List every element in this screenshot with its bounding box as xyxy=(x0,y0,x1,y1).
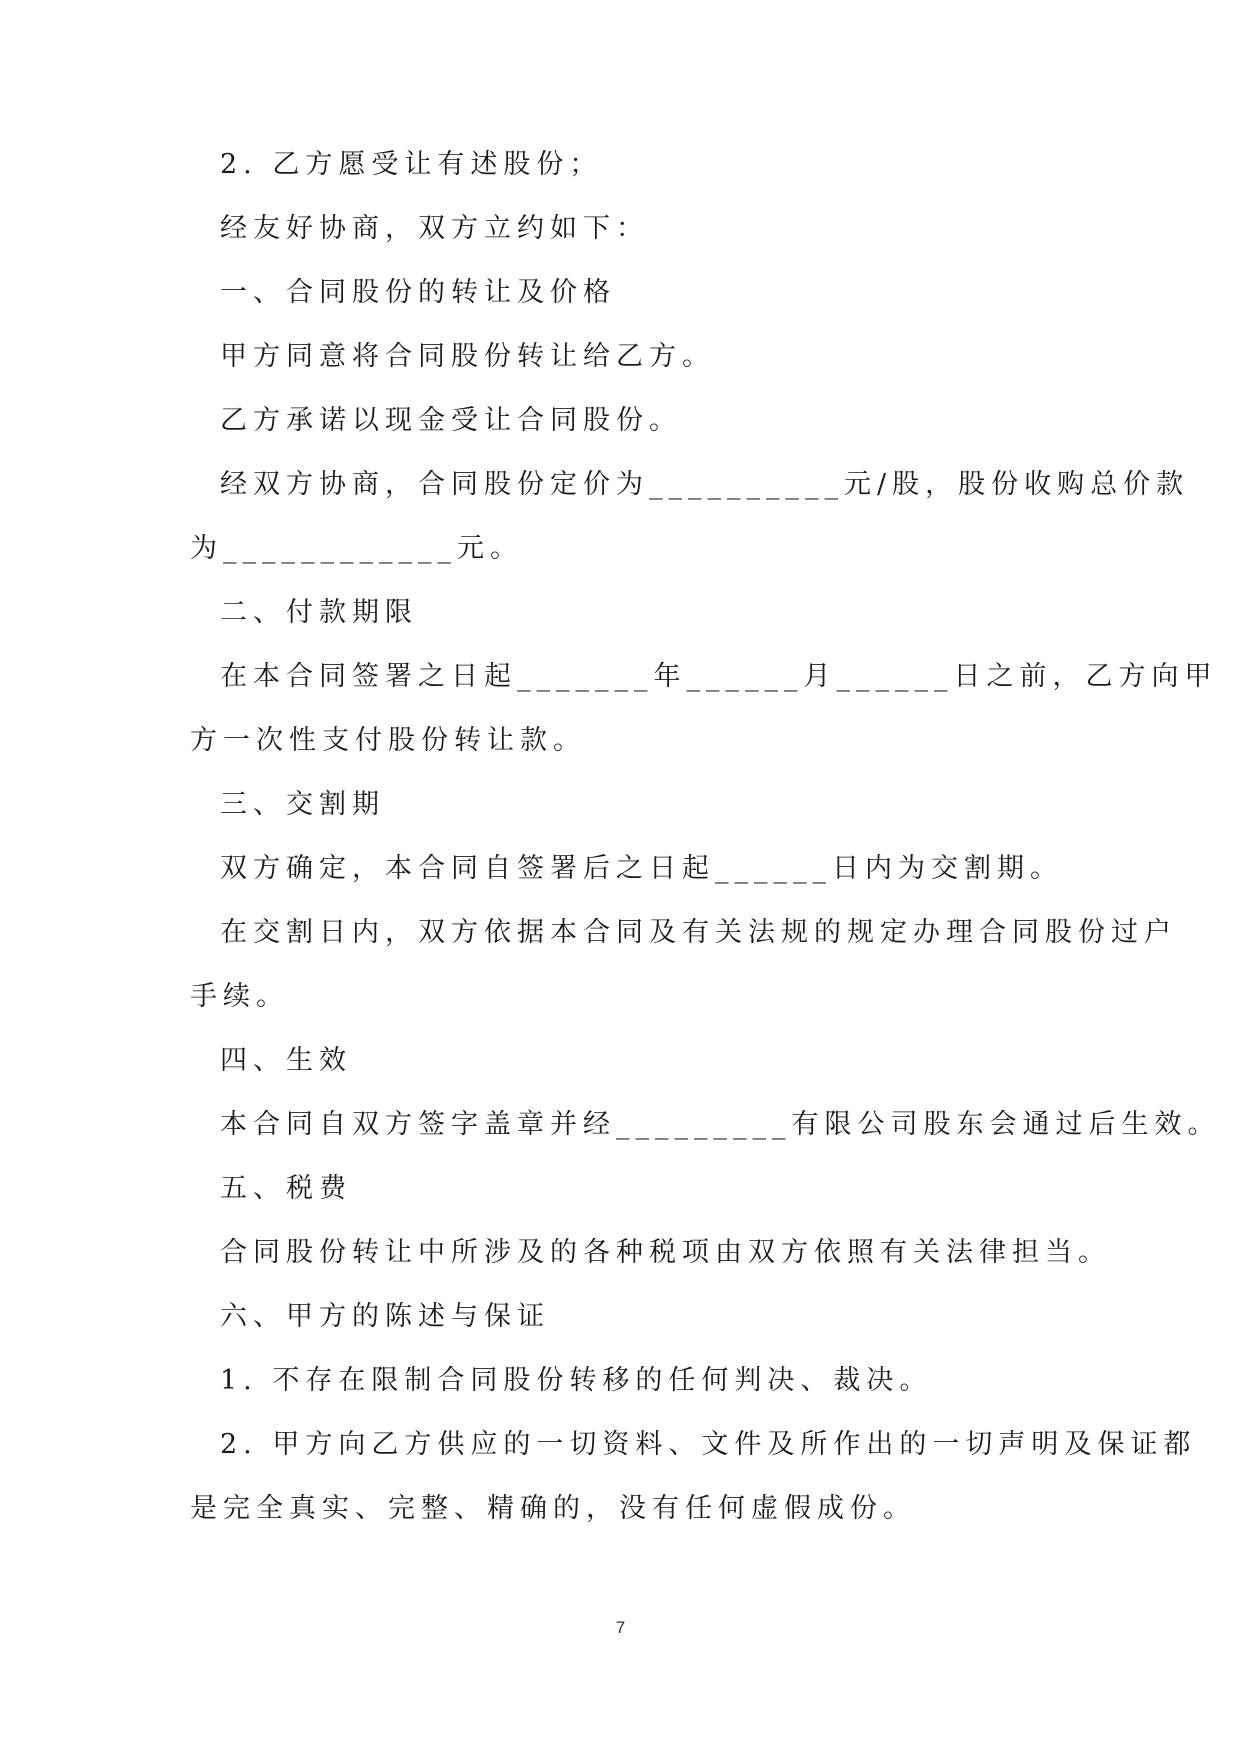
section-heading: 三、交割期 xyxy=(220,789,385,820)
paragraph-line: 2. 甲方向乙方供应的一切资料、文件及所作出的一切声明及保证都 xyxy=(220,1429,1197,1460)
paragraph-line: 双方确定，本合同自签署后之日起______日内为交割期。 xyxy=(220,853,1063,884)
paragraph-line: 在交割日内，双方依据本合同及有关法规的规定办理合同股份过户 xyxy=(220,917,1177,948)
paragraph-line: 甲方同意将合同股份转让给乙方。 xyxy=(220,341,715,372)
paragraph-line: 方一次性支付股份转让款。 xyxy=(190,725,586,756)
section-heading: 四、生效 xyxy=(220,1045,352,1076)
paragraph-line: 合同股份转让中所涉及的各种税项由双方依照有关法律担当。 xyxy=(220,1237,1111,1268)
section-heading: 五、税费 xyxy=(220,1173,352,1204)
paragraph-line: 经双方协商，合同股份定价为__________元/股，股份收购总价款 xyxy=(220,469,1190,500)
page-number: 7 xyxy=(615,1618,626,1637)
paragraph-line: 手续。 xyxy=(190,981,289,1012)
paragraph-line: 乙方承诺以现金受让合同股份。 xyxy=(220,405,682,436)
paragraph-line: 是完全真实、完整、精确的，没有任何虚假成份。 xyxy=(190,1493,916,1524)
section-heading: 一、合同股份的转让及价格 xyxy=(220,277,616,308)
paragraph-line: 2. 乙方愿受让有述股份； xyxy=(220,149,603,180)
paragraph-line: 在本合同签署之日起_______年______月______日之前，乙方向甲 xyxy=(220,661,1218,692)
section-heading: 二、付款期限 xyxy=(220,597,418,628)
paragraph-line: 本合同自双方签字盖章并经_________有限公司股东会通过后生效。 xyxy=(220,1109,1221,1140)
paragraph-line: 经友好协商，双方立约如下： xyxy=(220,213,649,244)
paragraph-line: 1. 不存在限制合同股份转移的任何判决、裁决。 xyxy=(220,1365,933,1396)
paragraph-line: 为____________元。 xyxy=(190,533,523,564)
section-heading: 六、甲方的陈述与保证 xyxy=(220,1301,550,1332)
